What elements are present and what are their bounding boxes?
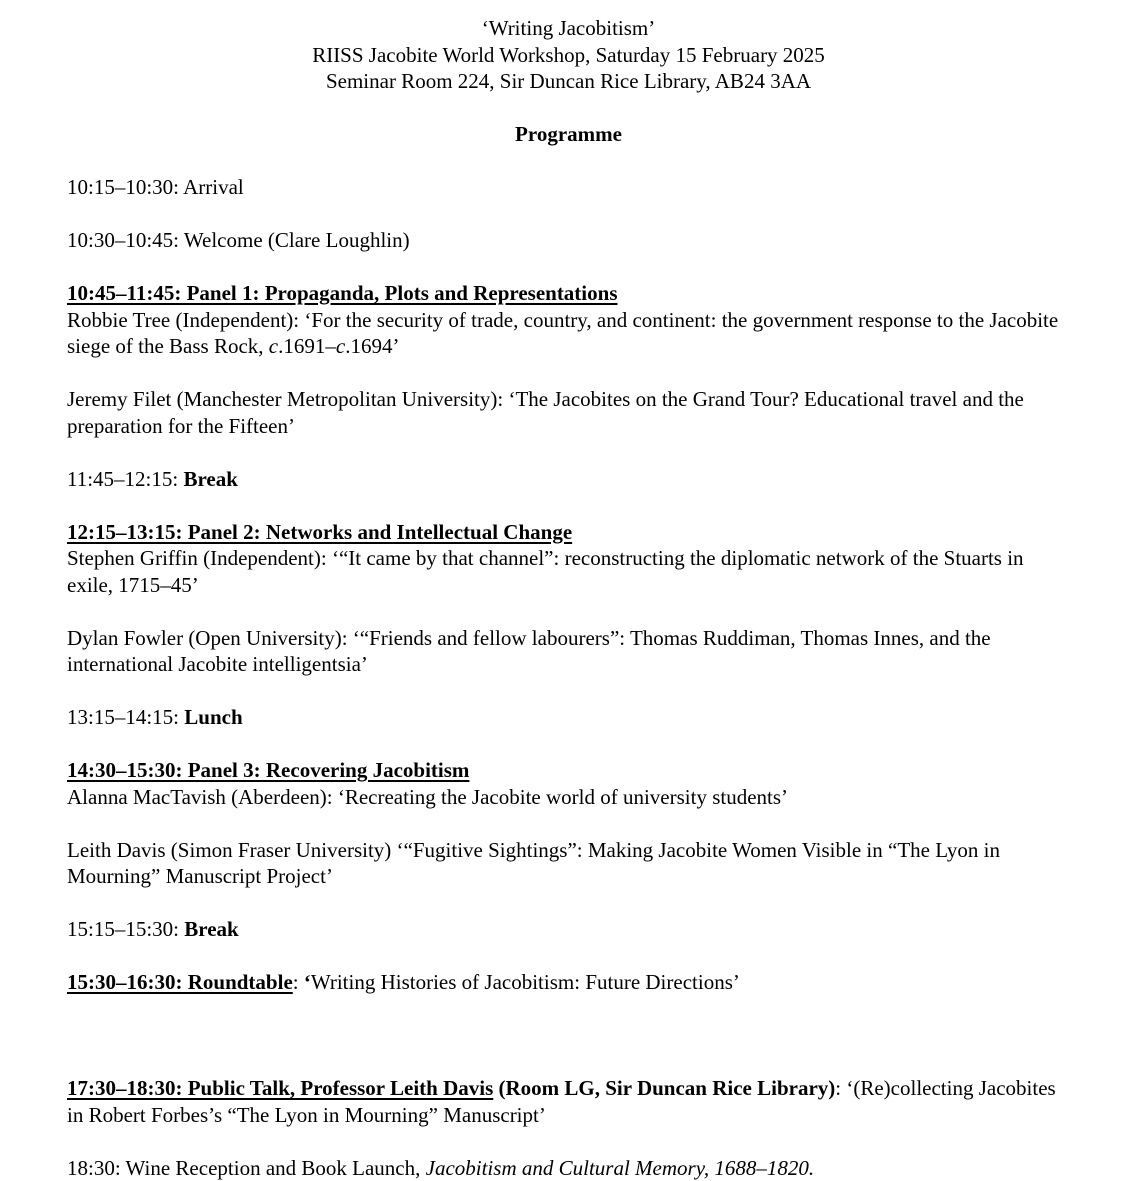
circa-abbrev: c: [269, 334, 278, 358]
item-welcome: 10:30–10:45: Welcome (Clare Loughlin): [67, 227, 1070, 254]
item-lunch: [67, 704, 1070, 731]
public-talk-title: : ‘(Re)collecting Jacobites in Robert Forbes’s “The Lyon in Mourning” Manuscript’: [67, 1076, 1056, 1127]
panel3-paper2: Leith Davis (Simon Fraser University) ‘“Fugitive Sightings”: Making Jacobite Women Visible in “The Lyon in Mourning” Manuscript Project’: [67, 837, 1070, 890]
panel1-paper2: Jeremy Filet (Manchester Metropolitan University): ‘The Jacobites on the Grand Tour? Educational travel and the preparation for the Fifteen’: [67, 386, 1070, 439]
item-roundtable: [67, 969, 1070, 996]
roundtable-title: Writing Histories of Jacobitism: Future Directions’: [311, 970, 740, 994]
panel2-heading: [67, 519, 1070, 546]
paper-text: Robbie Tree (Independent): ‘For the security of trade, country, and continent: the government response to the Jacobite siege of the Bass Rock,: [67, 308, 1058, 359]
open-quote: ‘: [304, 970, 311, 994]
panel2-paper1: Stephen Griffin (Independent): ‘“It came by that channel”: reconstructing the diplomatic network of the Stuarts in exile, 1715–45’: [67, 545, 1070, 598]
item-break-2: [67, 916, 1070, 943]
event-title: ‘Writing Jacobitism’: [67, 15, 1070, 42]
time-range: 13:15–14:15:: [67, 705, 184, 729]
panel3-heading: [67, 757, 1070, 784]
roundtable-heading-text: 15:30–16:30: Roundtable: [67, 970, 293, 994]
item-break-1: [67, 466, 1070, 493]
item-arrival: 10:15–10:30: Arrival: [67, 174, 1070, 201]
panel1-heading: [67, 280, 1070, 307]
event-venue: Seminar Room 224, Sir Duncan Rice Library, AB24 3AA: [67, 68, 1070, 95]
document-header: [67, 15, 1070, 95]
panel2-paper2: Dylan Fowler (Open University): ‘“Friends and fellow labourers”: Thomas Ruddiman, Thomas Innes, and the international Jacobite intelligentsia’: [67, 625, 1070, 678]
item-reception: [67, 1155, 1070, 1181]
panel1-heading-text: 10:45–11:45: Panel 1: Propaganda, Plots and Representations: [67, 281, 618, 305]
book-title: Jacobitism and Cultural Memory, 1688–1820.: [426, 1156, 814, 1180]
panel3-paper1: Alanna MacTavish (Aberdeen): ‘Recreating the Jacobite world of university students’: [67, 784, 1070, 811]
paper-text: .1694’: [345, 334, 399, 358]
reception-text: 18:30: Wine Reception and Book Launch,: [67, 1156, 426, 1180]
item-public-talk: [67, 1075, 1070, 1128]
panel1-paper1: [67, 307, 1070, 360]
event-subtitle: RIISS Jacobite World Workshop, Saturday 15 February 2025: [67, 42, 1070, 69]
programme-section-heading: Programme: [67, 121, 1070, 148]
circa-abbrev: c: [336, 334, 345, 358]
close-paren: ): [828, 1076, 835, 1100]
panel2-heading-text: 12:15–13:15: Panel 2: Networks and Intellectual Change: [67, 520, 572, 544]
time-range: 15:15–15:30:: [67, 917, 184, 941]
panel3-heading-text: 14:30–15:30: Panel 3: Recovering Jacobitism: [67, 758, 469, 782]
public-talk-heading-text: 17:30–18:30: Public Talk, Professor Leith Davis: [67, 1076, 493, 1100]
break-label: Break: [183, 467, 237, 491]
break-label: Break: [184, 917, 238, 941]
paper-text: .1691–: [278, 334, 336, 358]
public-talk-venue: (Room LG, Sir Duncan Rice Library: [499, 1076, 829, 1100]
separator: :: [293, 970, 304, 994]
time-range: 11:45–12:15:: [67, 467, 183, 491]
lunch-label: Lunch: [184, 705, 242, 729]
